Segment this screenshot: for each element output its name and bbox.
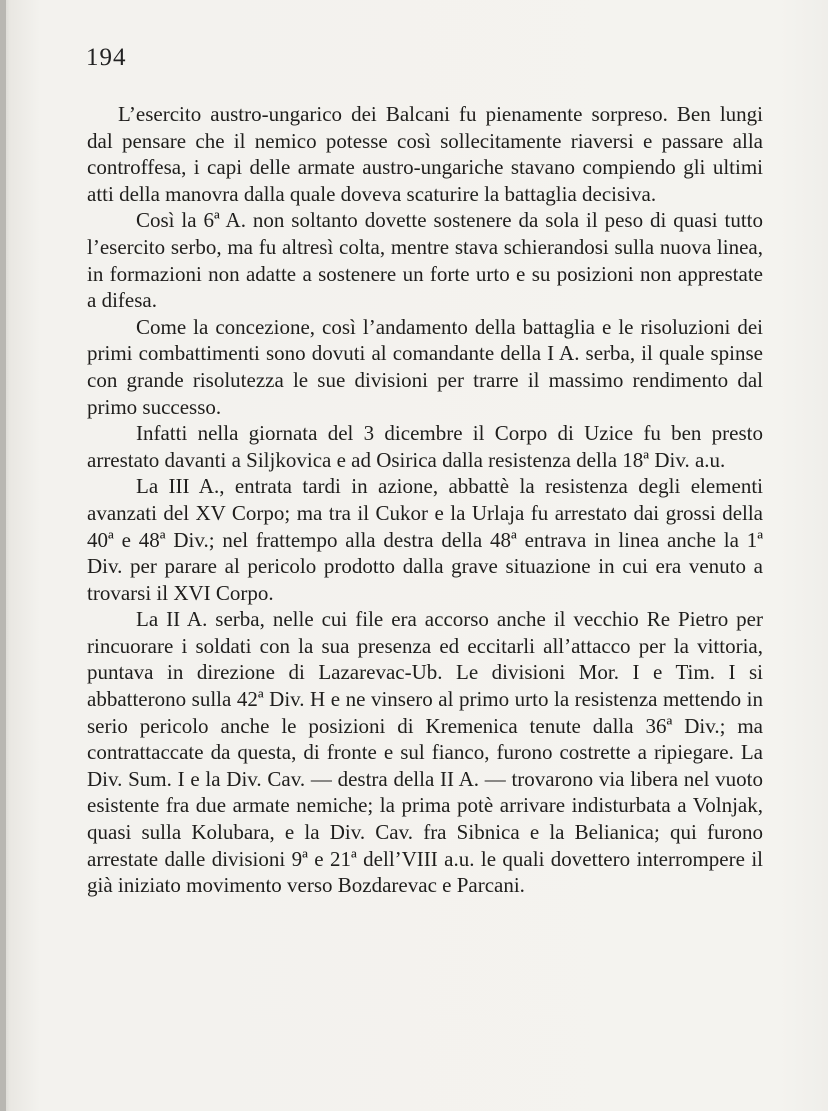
- paragraph-1: L’esercito austro-ungarico dei Balcani fu pienamente sorpreso. Ben lungi dal pensare che il nemico potesse così sollecitamente riaversi e passare alla controffesa, i capi delle armate austro-ungariche stavano compiendo gli ultimi atti della manovra dalla quale doveva scaturire la battaglia decisiva.: [87, 102, 763, 206]
- paragraph-3: Come la concezione, così l’andamento della battaglia e le risoluzioni dei primi combattimenti sono dovuti al comandante della I A. serba, il quale spinse con grande risolutezza le sue divisioni per trarre il massimo rendimento dal primo successo.: [87, 314, 763, 419]
- body-text: [87, 101, 763, 899]
- paragraph-5: La III A., entrata tardi in azione, abbattè la resistenza degli elementi avanzati del XV Corpo; ma tra il Cukor e la Urlaja fu arrestato dai grossi della 40ª e 48ª Div.; nel frattempo alla destra della 48ª entrava in linea anche la 1ª Div. per parare al pericolo prodotto dalla grave situazione in cui era venuto a trovarsi il XVI Corpo.: [87, 474, 763, 605]
- page-binding-edge: [0, 0, 6, 1111]
- paragraph-6: La II A. serba, nelle cui file era accorso anche il vecchio Re Pietro per rincuorare i soldati con la sua presenza ed eccitarli all’attacco per la vittoria, puntava in direzione di Lazarevac-Ub. Le divisioni Mor. I e Tim. I si abbatterono sulla 42ª Div. H e ne vinsero al primo urto la resistenza mettendo in serio pericolo anche le posizioni di Kremenica tenute dalla 36ª Div.; ma contrattaccate da questa, di fronte e sul fianco, furono costrette a ripiegare. La Div. Sum. I e la Div. Cav. — destra della II A. — trovarono via libera nel vuoto esistente fra due armate nemiche; la prima potè arrivare indisturbata a Volnjak, quasi sulla Kolubara, e la Div. Cav. fra Sibnica e la Belianica; qui furono arrestate dalle divisioni 9ª e 21ª dell’VIII a.u. le quali dovettero interrompere il già iniziato movimento verso Bozdarevac e Parcani.: [87, 607, 763, 898]
- page-number: 194: [86, 44, 127, 71]
- paragraph-4: Infatti nella giornata del 3 dicembre il Corpo di Uzice fu ben presto arrestato davanti a Siljkovica e ad Osirica dalla resistenza della 18ª Div. a.u.: [87, 421, 763, 472]
- paragraph-2: Così la 6ª A. non soltanto dovette sostenere da sola il peso di quasi tutto l’esercito serbo, ma fu altresì colta, mentre stava schierandosi sulla nuova linea, in formazioni non adatte a sostenere un forte urto e su posizioni non apprestate a difesa.: [87, 208, 763, 313]
